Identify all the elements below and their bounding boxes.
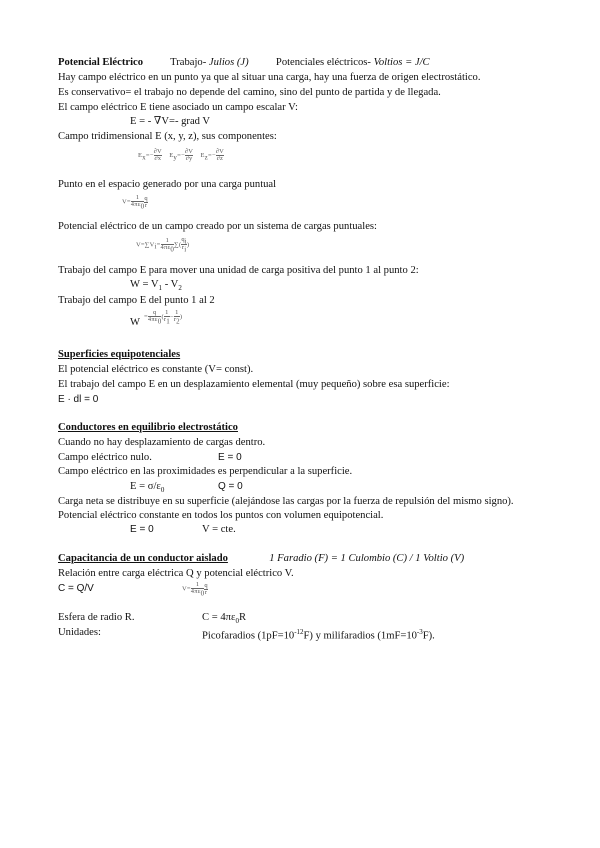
text-line: Potencial eléctrico constante en todos los puntos con volumen equipotencial. [58,510,384,521]
eq-part: - V [162,279,179,290]
equation-work-label: W [130,317,140,328]
text-line: Cuando no hay desplazamiento de cargas dentro. [58,437,266,448]
eq-part: E = σ/ε [130,481,161,492]
text-line: Campo eléctrico nulo. [58,452,152,463]
text-line: El campo eléctrico E tiene asociado un campo escalar V: [58,102,298,113]
section-title: Capacitancia de un conductor aislado [58,553,228,564]
units-part: F) y milifaradios (1mF=10 [303,630,417,642]
potenciales-label: Potenciales eléctricos- [275,57,374,68]
units-definition: 1 Faradio (F) = 1 Culombio (C) / 1 Voltio (V) [269,553,465,564]
text-line: Potencial eléctrico de un campo creado por un sistema de cargas puntuales: [58,221,377,232]
units-part: F). [422,630,435,642]
formula-work-image: = $\frac{q}{4\pi\varepsilon_0}$ ( $\frac{1}{r_1}$ − $\frac{1}{r_2}$ ) [144,309,183,326]
units-sup: -3 [416,628,423,636]
eq-sub: 0 [160,486,165,495]
trabajo-label: Trabajo- [170,57,209,68]
eq-sub: 1 [158,284,163,293]
text-line: Carga neta se distribuye en su superficie (alejándose las cargas por la fuerza de repulsión del mismo signo). [58,496,514,507]
text-line: Esfera de radio R. [58,612,135,623]
text-line: Campo tridimensional E (x, y, z), sus componentes: [58,131,277,142]
text-line: Relación entre carga eléctrica Q y potencial eléctrico V. [58,568,294,579]
equation-gradient: E = - ∇V=- grad V [130,116,211,127]
text-line: Campo eléctrico en las proximidades es perpendicular a la superficie. [58,466,353,477]
section-title: Potencial Eléctrico [58,57,144,68]
formula-components-image: $E_x=-$ $\frac{\partial V}{\partial x}$ $E_y=-$ $\frac{\partial V}{\partial y}$ $E_z=-$ $\frac{\partial V}{\partial z}$ [138,148,224,162]
equation: V = cte. [202,524,236,535]
text-line: Punto en el espacio generado por una carga puntual [58,179,277,190]
text-line: Trabajo del campo E del punto 1 al 2 [58,295,215,306]
trabajo-unit: Julios (J) [208,57,249,68]
equation: Q = 0 [218,481,243,492]
formula-potential-image: V= $\frac{1}{4\pi\varepsilon_0}$ $\frac{q}{r}$ [182,581,208,598]
text-line: El trabajo del campo E en un desplazamiento elemental (muy pequeño) sobre esa superficie: [58,379,450,390]
section-header-potencial [58,56,430,69]
section-title: Superficies equipotenciales [58,349,181,360]
equation-capacitance: C = Q/V [58,583,94,594]
eq-part: C = 4πε [202,612,236,623]
units-part: Picofaradios (1pF=10 [202,630,295,642]
section-title: Conductores en equilibrio electrostático [58,422,238,433]
section-header-capacitancia [58,552,464,565]
formula-system-charges-image: $V=\sum V_i=$ $\frac{1}{4\pi\varepsilon_0}$ ∑( $\frac{q_i}{r_i}$ ) [136,236,190,254]
equation-dl: E · dl = 0 [58,394,99,405]
units-line [202,626,435,643]
potenciales-unit: Voltios = J/C [373,57,430,68]
text-line: Unidades: [58,627,101,638]
text-line: Hay campo eléctrico en un punto ya que al situar una carga, hay una fuerza de origen electrostático. [58,72,481,83]
eq-sub: 0 [235,617,239,626]
units-sup: -12 [294,628,304,636]
eq-sub: 2 [178,284,182,293]
text-line: Es conservativo= el trabajo no depende del camino, sino del punto de partida y de llegada. [58,87,441,98]
text-line: El potencial eléctrico es constante (V= const). [58,364,254,375]
text-line: Trabajo del campo E para mover una unidad de carga positiva del punto 1 al punto 2: [58,265,419,276]
formula-point-charge-image: V= $\frac{1}{4\pi\varepsilon_0}$ $\frac{q}{r}$ [122,194,148,211]
equation: E = 0 [218,452,242,463]
eq-part: W = V [130,279,159,290]
equation-work-potential [130,278,182,295]
eq-part: R [238,612,247,623]
equation: E = 0 [130,524,154,535]
